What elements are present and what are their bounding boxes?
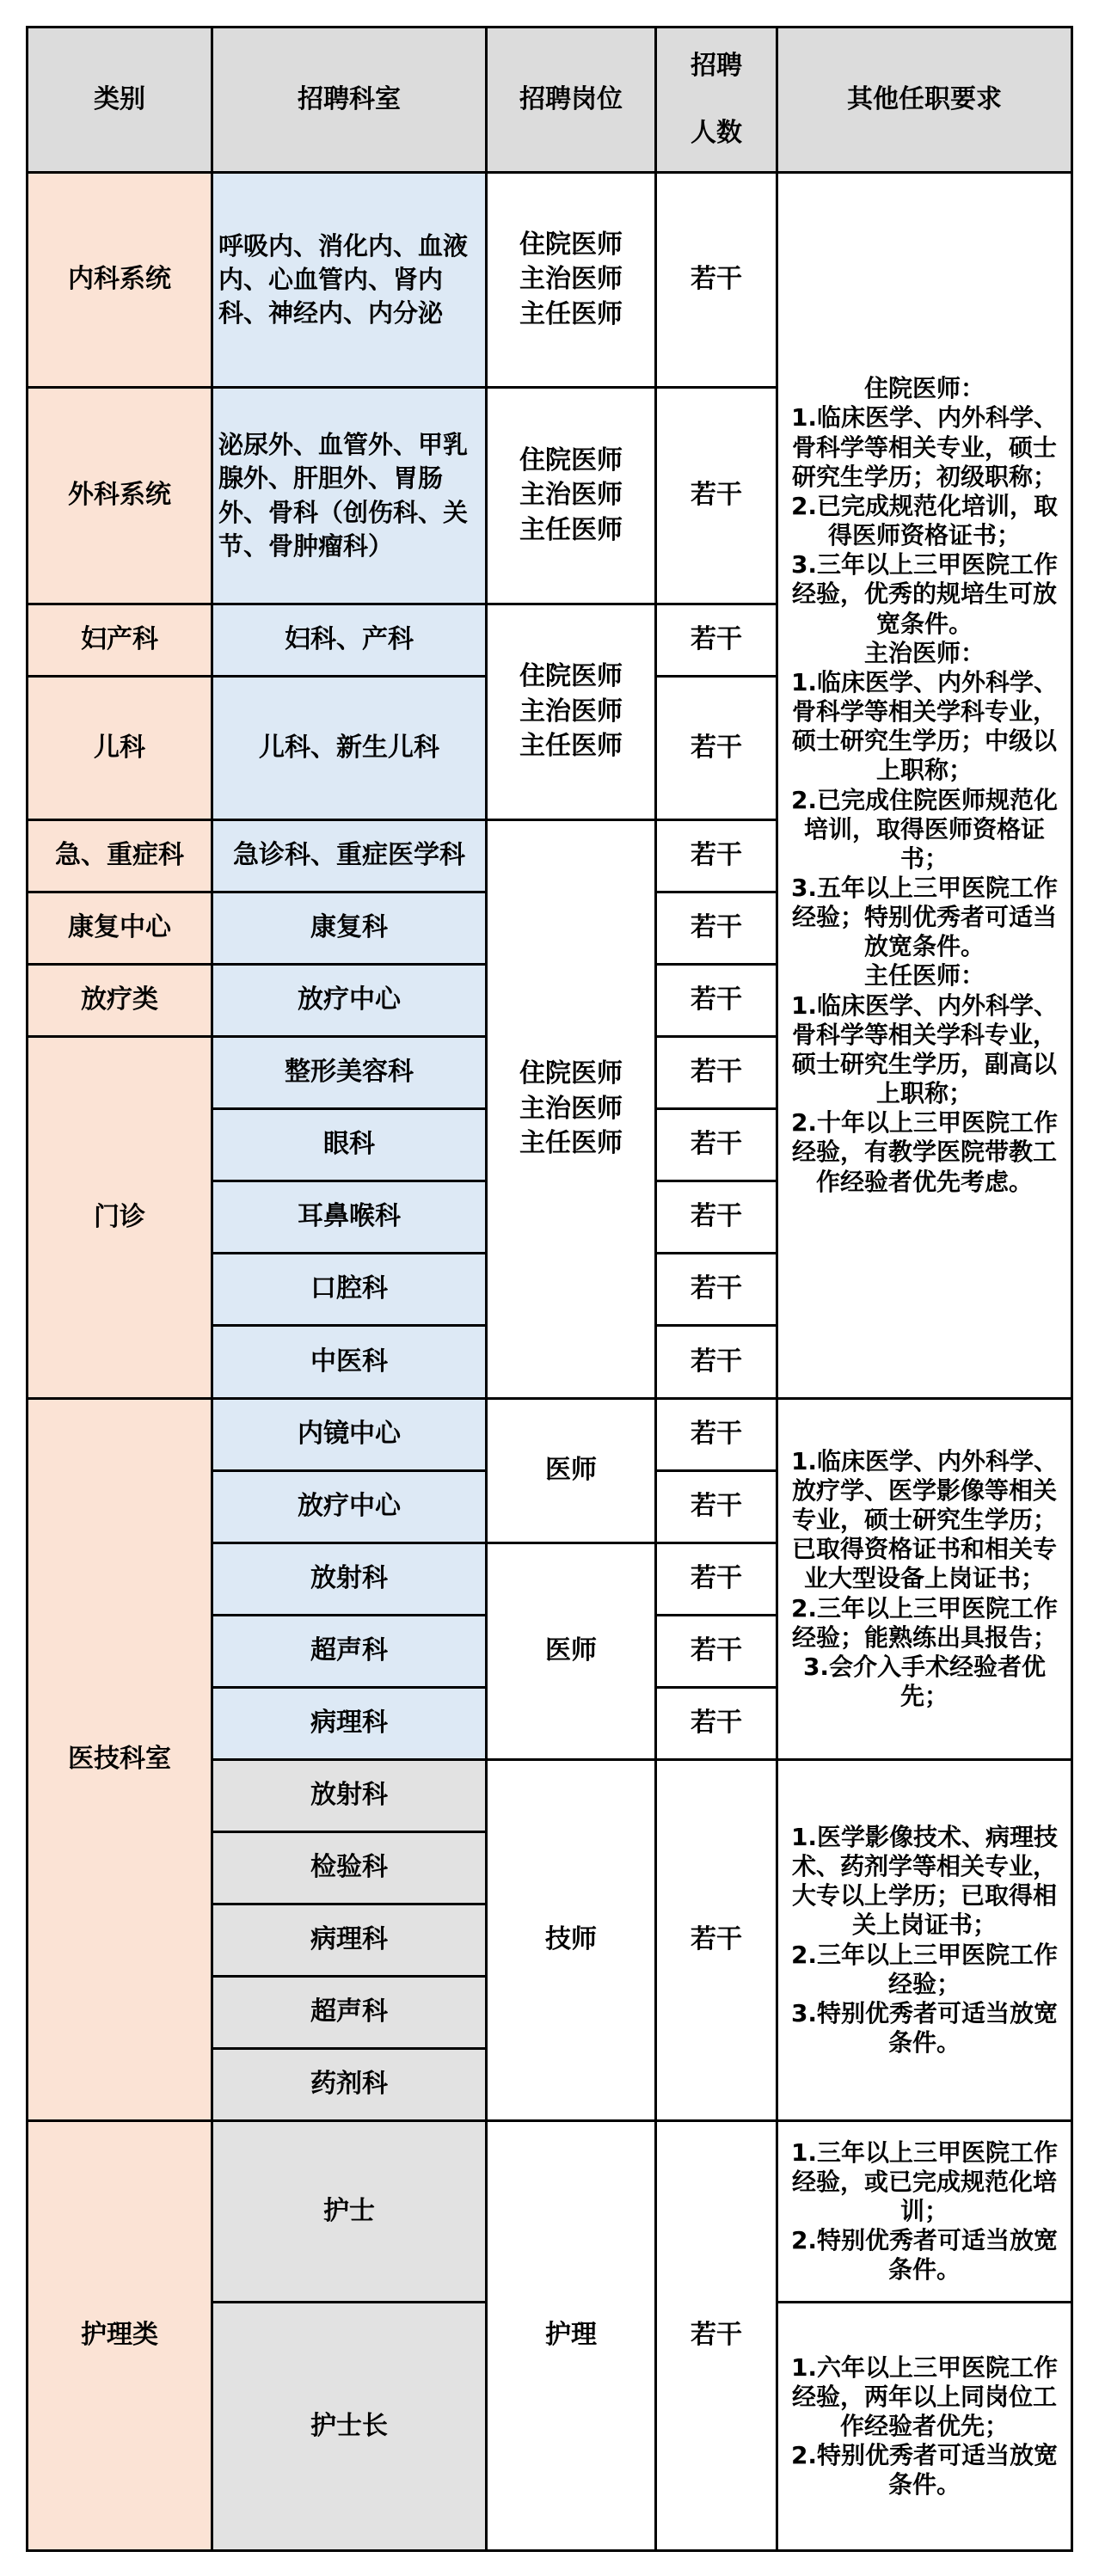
category-obstetrics: 妇产科 xyxy=(26,603,213,678)
header-count: 招聘 人数 xyxy=(654,26,778,174)
requirements-nurse: 1.三年以上三甲医院工作经验，或已完成规范化培训； 2.特别优秀者可适当放宽条件。 xyxy=(776,2119,1073,2303)
category-pediatrics: 儿科 xyxy=(26,675,213,821)
count-cell: 若干 xyxy=(654,1324,778,1400)
department-ultrasound: 超声科 xyxy=(211,1614,488,1689)
header-position: 招聘岗位 xyxy=(485,26,657,174)
department-radiotherapy-center: 放疗中心 xyxy=(211,1469,488,1544)
count-cell: 若干 xyxy=(654,675,778,821)
category-radiotherapy: 放疗类 xyxy=(26,963,213,1038)
department-surgery: 泌尿外、血管外、甲乳腺外、肝胆外、胃肠外、骨科（创伤科、关节、骨肿瘤科） xyxy=(211,386,488,605)
count-cell: 若干 xyxy=(654,819,778,893)
department-tcm: 中医科 xyxy=(211,1324,488,1400)
department-plastic: 整形美容科 xyxy=(211,1035,488,1110)
count-cell: 若干 xyxy=(654,963,778,1038)
position-ob-peds: 住院医师 主治医师 主任医师 xyxy=(485,603,657,821)
department-emergency: 急诊科、重症医学科 xyxy=(211,819,488,893)
category-outpatient: 门诊 xyxy=(26,1035,213,1400)
count-cell: 若干 xyxy=(654,603,778,678)
count-cell: 若干 xyxy=(654,891,778,966)
department-obstetrics: 妇科、产科 xyxy=(211,603,488,678)
category-medtech: 医技科室 xyxy=(26,1397,213,2122)
department-ent: 耳鼻喉科 xyxy=(211,1180,488,1254)
department-endoscopy: 内镜中心 xyxy=(211,1397,488,1472)
requirements-technicians: 1.医学影像技术、病理技术、药剂学等相关专业，大专以上学历；已取得相关上岗证书； 2.三年以上三甲医院工作经验； 3.特别优秀者可适当放宽条件。 xyxy=(776,1758,1073,2122)
count-cell: 若干 xyxy=(654,171,778,389)
department-rehab: 康复科 xyxy=(211,891,488,966)
category-emergency: 急、重症科 xyxy=(26,819,213,893)
category-surgery: 外科系统 xyxy=(26,386,213,605)
department-pathology-tech: 病理科 xyxy=(211,1903,488,1978)
count-cell: 若干 xyxy=(654,1758,778,2122)
requirements-doctors: 住院医师： 1.临床医学、内外科学、骨科学等相关专业，硕士研究生学历；初级职称； 2.已完成规范化培训，取得医师资格证书； 3.三年以上三甲医院工作经验，优秀的规培生可放宽条件。 主治医师： 1.临床医学、内外科学、骨科学等相关学科专业，硕士研究生学历；中级以上职称； 2.已完成住院医师规范化培训，取得医师资格证书； 3.五年以上三甲医院工作经验；特别优秀者可适当放宽条件。 主任医师： 1.临床医学、内外科学、骨科学等相关学科专业，硕士研究生学历，副高以上职称； 2.十年以上三甲医院工作经验，有教学医院带教工作经验者优先考虑。 xyxy=(776,171,1073,1400)
department-eye: 眼科 xyxy=(211,1107,488,1182)
position-doctor-1: 医师 xyxy=(485,1397,657,1544)
category-internal: 内科系统 xyxy=(26,171,213,389)
department-lab-tech: 检验科 xyxy=(211,1831,488,1905)
header-requirements: 其他任职要求 xyxy=(776,26,1073,174)
department-pharmacy-tech: 药剂科 xyxy=(211,2047,488,2122)
count-cell: 若干 xyxy=(654,1397,778,1472)
position-surgery: 住院医师 主治医师 主任医师 xyxy=(485,386,657,605)
count-cell: 若干 xyxy=(654,1252,778,1327)
department-internal: 呼吸内、消化内、血液内、心血管内、肾内科、神经内、内分泌 xyxy=(211,171,488,389)
department-radiology: 放射科 xyxy=(211,1542,488,1616)
department-nurse: 护士 xyxy=(211,2119,488,2303)
category-rehab: 康复中心 xyxy=(26,891,213,966)
count-cell: 若干 xyxy=(654,1614,778,1689)
recruitment-table xyxy=(26,26,1073,2552)
category-nursing: 护理类 xyxy=(26,2119,213,2552)
position-doctor-2: 医师 xyxy=(485,1542,657,1761)
count-cell: 若干 xyxy=(654,1469,778,1544)
department-head-nurse: 护士长 xyxy=(211,2301,488,2552)
count-cell: 若干 xyxy=(654,1542,778,1616)
header-category: 类别 xyxy=(26,26,213,174)
department-pathology: 病理科 xyxy=(211,1686,488,1761)
position-nursing: 护理 xyxy=(485,2119,657,2552)
department-radiotherapy: 放疗中心 xyxy=(211,963,488,1038)
header-department: 招聘科室 xyxy=(211,26,488,174)
count-cell: 若干 xyxy=(654,386,778,605)
count-cell: 若干 xyxy=(654,1035,778,1110)
requirements-head-nurse: 1.六年以上三甲医院工作经验，两年以上同岗位工作经验者优先； 2.特别优秀者可适当放宽条件。 xyxy=(776,2301,1073,2552)
count-cell: 若干 xyxy=(654,1107,778,1182)
department-dental: 口腔科 xyxy=(211,1252,488,1327)
position-emergency-outpatient: 住院医师 主治医师 主任医师 xyxy=(485,819,657,1400)
position-technician: 技师 xyxy=(485,1758,657,2122)
department-ultrasound-tech: 超声科 xyxy=(211,1975,488,2050)
requirements-medtech-doctors: 1.临床医学、内外科学、放疗学、医学影像等相关专业，硕士研究生学历；已取得资格证书和相关专业大型设备上岗证书； 2.三年以上三甲医院工作经验；能熟练出具报告； 3.会介入手术经验者优先； xyxy=(776,1397,1073,1761)
position-internal: 住院医师 主治医师 主任医师 xyxy=(485,171,657,389)
department-radiology-tech: 放射科 xyxy=(211,1758,488,1833)
count-cell: 若干 xyxy=(654,1180,778,1254)
count-cell: 若干 xyxy=(654,1686,778,1761)
department-pediatrics: 儿科、新生儿科 xyxy=(211,675,488,821)
count-cell: 若干 xyxy=(654,2119,778,2552)
